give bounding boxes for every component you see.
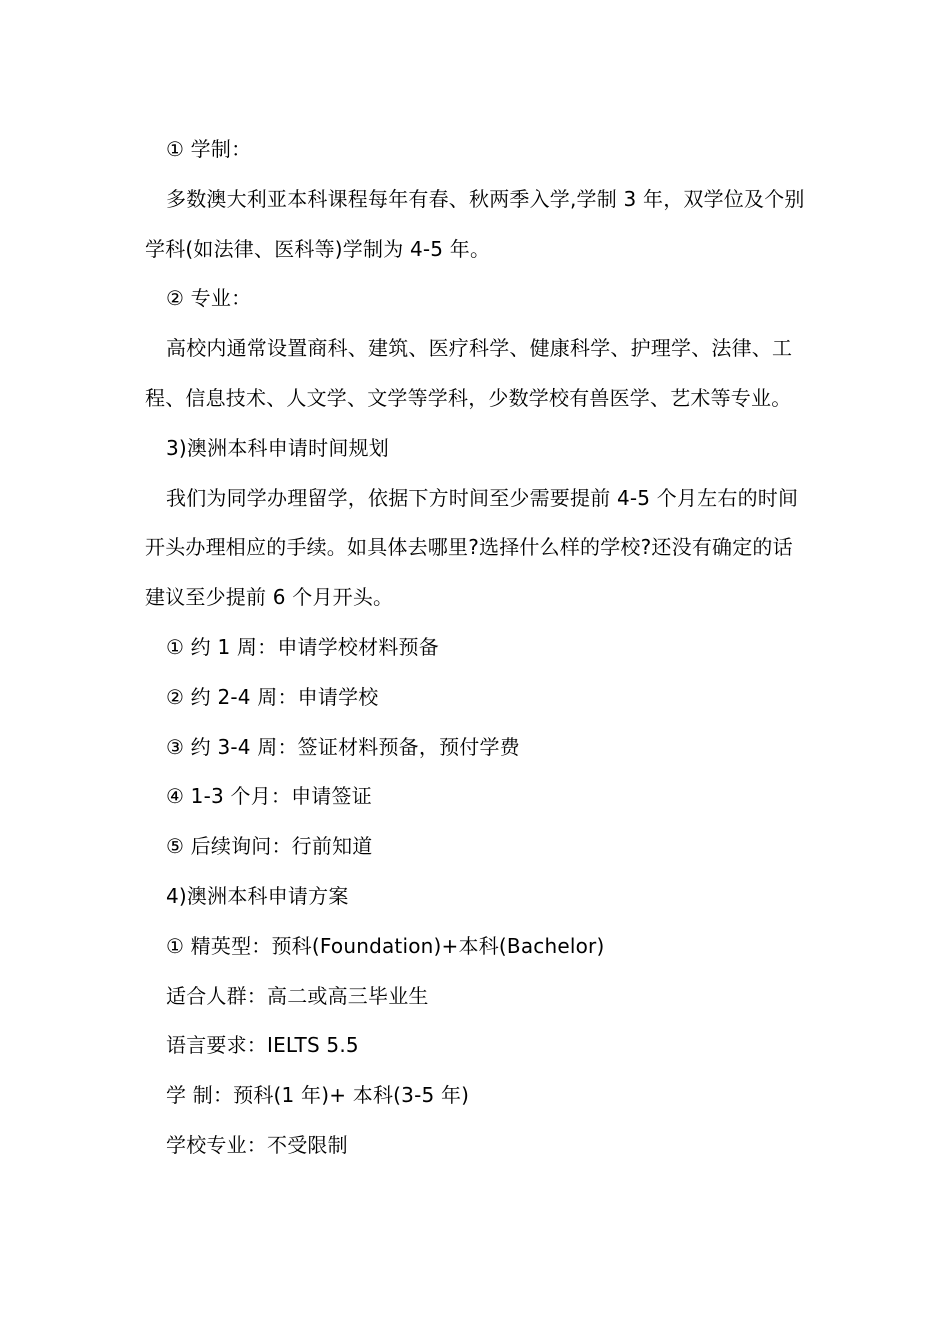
list-item-step-3: ③ 约 3-4 周：签证材料预备，预付学费 (166, 734, 520, 759)
plan-elite-duration: 学 制：预科(1 年)+ 本科(3-5 年) (166, 1083, 470, 1108)
paragraph-timeline: 我们为同学办理留学，依据下方时间至少需要提前 4-5 个月左右的时间开头办理相应的手续。如具体去哪里?选择什么样的学校?还没有确定的话建议至少提前 6 个月开头。 (145, 485, 799, 610)
paragraph-majors: 高校内通常设置商科、建筑、医疗科学、健康科学、护理学、法律、工程、信息技术、人文学、文学等学科，少数学校有兽医学、艺术等专业。 (145, 336, 793, 410)
document-body (145, 125, 810, 1171)
list-item-step-2: ② 约 2-4 周：申请学校 (166, 684, 379, 709)
list-item-step-1: ① 约 1 周：申请学校材料预备 (166, 634, 439, 659)
section-title-plans: 4)澳洲本科申请方案 (166, 883, 349, 908)
paragraph-duration: 多数澳大利亚本科课程每年有春、秋两季入学,学制 3 年，双学位及个别学科(如法律、医科等)学制为 4-5 年。 (145, 186, 805, 261)
list-item-step-4: ④ 1-3 个月：申请签证 (166, 784, 372, 809)
heading-duration: ① 学制： (166, 137, 252, 161)
section-title-timeline: 3)澳洲本科申请时间规划 (166, 435, 389, 460)
plan-elite-majors: 学校专业：不受限制 (166, 1132, 348, 1157)
heading-majors: ② 专业： (166, 286, 252, 311)
plan-elite-title: ① 精英型：预科(Foundation)+本科(Bachelor) (166, 933, 605, 958)
plan-elite-language: 语言要求：IELTS 5.5 (166, 1033, 359, 1058)
plan-elite-audience: 适合人群：高二或高三毕业生 (166, 983, 429, 1008)
list-item-step-5: ⑤ 后续询问：行前知道 (166, 834, 373, 859)
